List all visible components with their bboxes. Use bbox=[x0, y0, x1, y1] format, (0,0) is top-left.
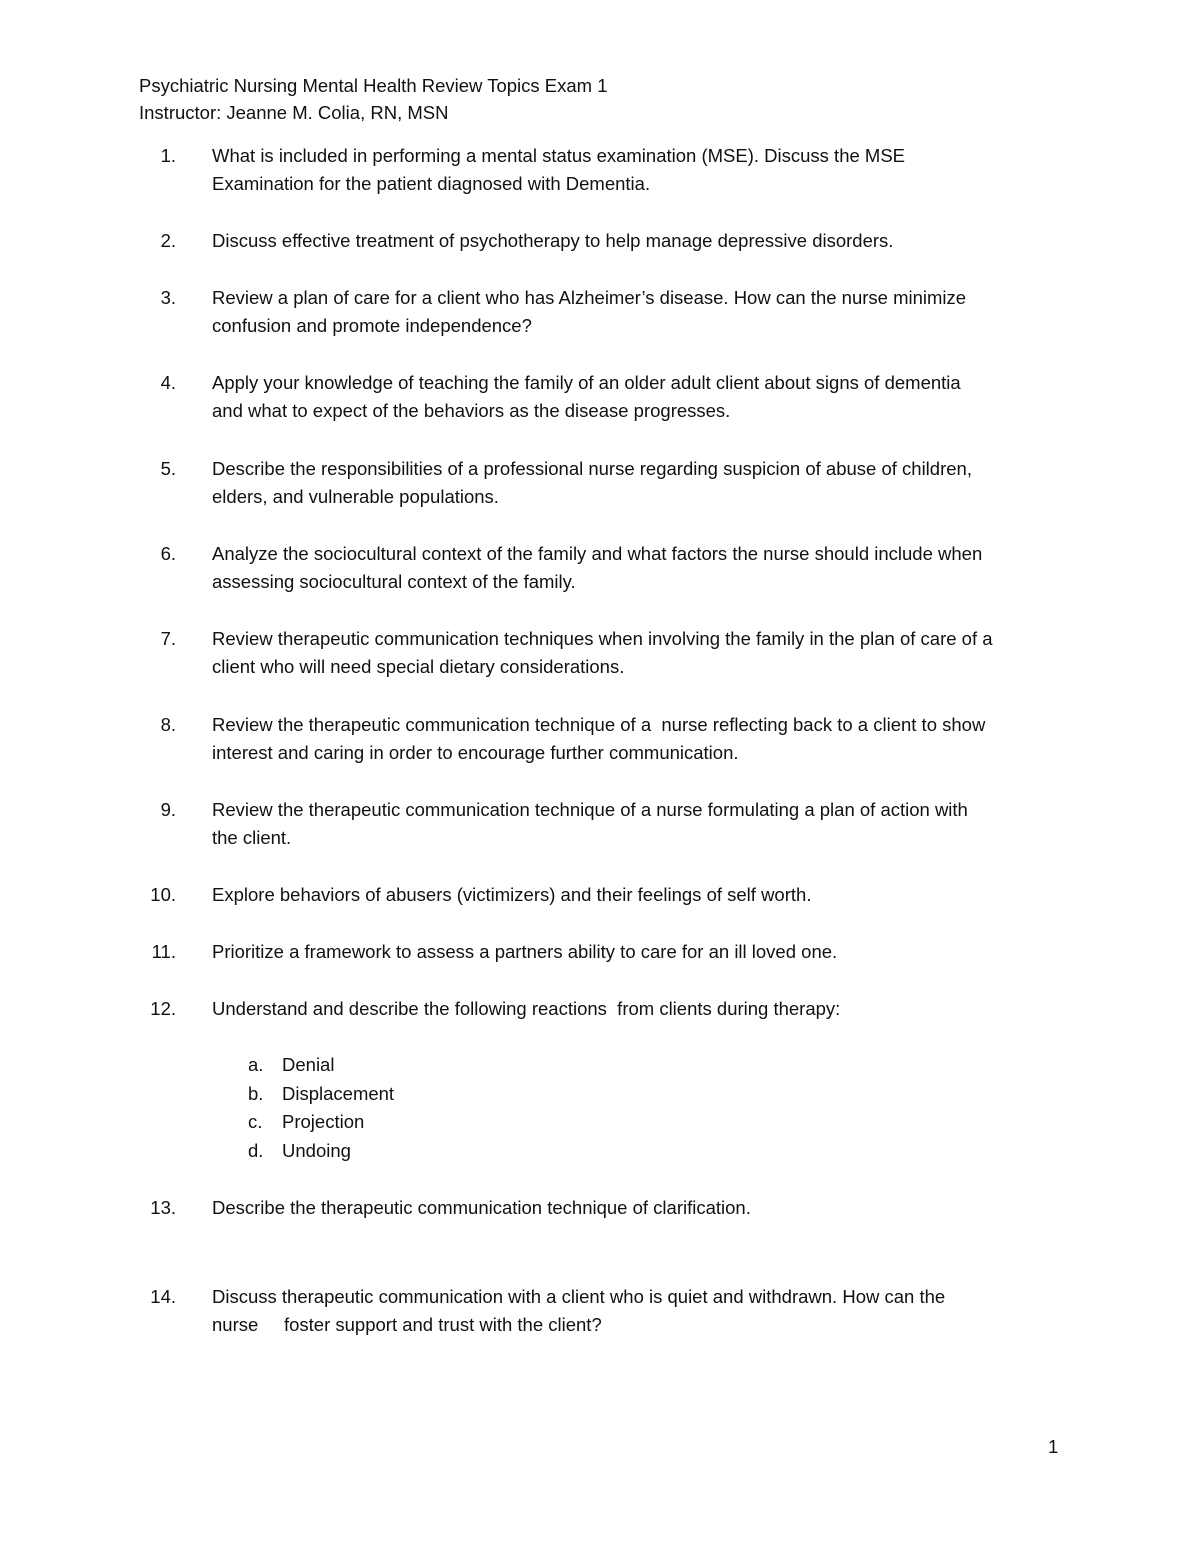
question-number: 12. bbox=[150, 998, 176, 1019]
question-text: Review the therapeutic communication technique of a nurse formulating a plan of action with the client. bbox=[212, 799, 968, 848]
question-number: 10. bbox=[150, 884, 176, 905]
document-title: Psychiatric Nursing Mental Health Review Topics Exam 1 bbox=[139, 75, 608, 96]
question-number: 9. bbox=[160, 799, 176, 820]
question-text: Explore behaviors of abusers (victimizers) and their feelings of self worth. bbox=[212, 884, 812, 905]
reaction-label: Displacement bbox=[282, 1083, 395, 1104]
instructor-line: Instructor: Jeanne M. Colia, RN, MSN bbox=[139, 102, 449, 123]
reaction-label: Denial bbox=[282, 1054, 335, 1075]
question-text: Prioritize a framework to assess a partners ability to care for an ill loved one. bbox=[212, 941, 838, 962]
question-number: 3. bbox=[160, 287, 176, 308]
question-text: Apply your knowledge of teaching the family of an older adult client about signs of dementia and what to expect of the behaviors as the disease progresses. bbox=[212, 372, 961, 421]
question-text: Analyze the sociocultural context of the family and what factors the nurse should include when assessing sociocultural context of the family. bbox=[212, 543, 983, 592]
reaction-letter: a. bbox=[248, 1054, 264, 1075]
question-text: Review therapeutic communication techniques when involving the family in the plan of care of a client who will need special dietary considerations. bbox=[212, 628, 993, 677]
reaction-letter: c. bbox=[248, 1111, 263, 1132]
reaction-letter: d. bbox=[248, 1140, 264, 1161]
question-number: 4. bbox=[160, 372, 176, 393]
reaction-label: Undoing bbox=[282, 1140, 351, 1161]
page-number: 1 bbox=[1048, 1436, 1059, 1457]
question-number: 14. bbox=[150, 1286, 176, 1307]
question-number: 7. bbox=[160, 628, 176, 649]
reaction-letter: b. bbox=[248, 1083, 264, 1104]
question-number: 2. bbox=[160, 230, 176, 251]
question-number: 5. bbox=[160, 458, 176, 479]
question-text: Review a plan of care for a client who has Alzheimer’s disease. How can the nurse minimize confusion and promote independence? bbox=[212, 287, 967, 336]
question-text: Describe the responsibilities of a professional nurse regarding suspicion of abuse of children, elders, and vulnerable populations. bbox=[212, 458, 972, 507]
question-text: Discuss therapeutic communication with a client who is quiet and withdrawn. How can the nurse foster support and trust with the client? bbox=[212, 1286, 946, 1335]
question-number: 13. bbox=[150, 1197, 176, 1218]
question-number: 8. bbox=[160, 714, 176, 735]
question-text: Describe the therapeutic communication technique of clarification. bbox=[212, 1197, 751, 1218]
question-number: 6. bbox=[160, 543, 176, 564]
question-text: Discuss effective treatment of psychotherapy to help manage depressive disorders. bbox=[212, 230, 894, 251]
question-text: Review the therapeutic communication technique of a nurse reflecting back to a client to show interest and caring in order to encourage further communication. bbox=[212, 714, 986, 763]
reaction-label: Projection bbox=[282, 1111, 365, 1132]
question-text: Understand and describe the following reactions from clients during therapy: bbox=[212, 998, 841, 1019]
question-number: 11. bbox=[151, 941, 176, 962]
question-text: What is included in performing a mental status examination (MSE). Discuss the MSE Examination for the patient diagnosed with Dementia. bbox=[212, 145, 906, 194]
question-number: 1. bbox=[160, 145, 176, 166]
